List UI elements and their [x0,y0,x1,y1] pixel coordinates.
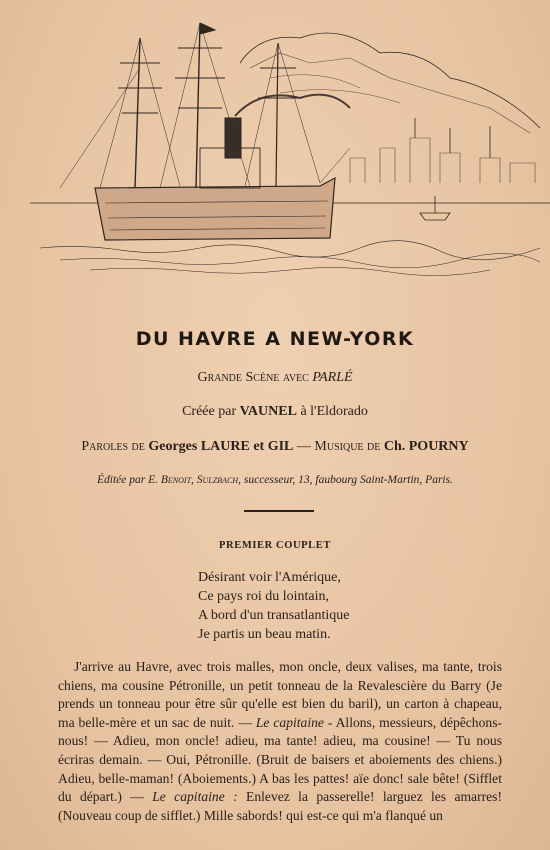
created-prefix: Créée par [182,404,237,419]
divider [244,510,314,512]
created-artist: VAUNEL [239,404,297,419]
lyricists: Georges LAURE et GIL [148,439,294,454]
publisher-name: E. Benoit [148,474,192,486]
song-subtitle [0,370,550,386]
verse-line: Ce pays roi du lointain, [198,589,330,604]
song-title: DU HAVRE A NEW-YORK [135,328,415,350]
publisher-successor: Sulzbach [196,474,239,486]
publisher-address: , successeur, 13, faubourg Saint-Martin, Paris. [238,474,453,486]
verse-line: A bord d'un transatlantique [198,608,350,623]
credits-line [0,439,550,455]
spoken-text [58,658,502,825]
verse-line: Désirant voir l'Amérique, [198,570,341,585]
publisher-prefix: Éditée par [97,474,146,486]
composer: Ch. POURNY [383,439,469,454]
paroles-label: Paroles de [81,439,145,454]
speaker-label: Le capitaine [255,714,324,730]
musique-label: Musique de [314,439,381,454]
subtitle-emphasis: PARLÉ [312,370,353,385]
prose-segment: Enlevez la passerelle! larguez les amarres! (Nouveau coup de sifflet.) Mille sabords! qui est-ce qui m'a flanqué un [58,789,502,823]
steamship-harbor-illustration [20,8,550,278]
subtitle-prefix: Grande Scène avec [197,370,309,385]
couplet-heading: PREMIER COUPLET [219,540,331,551]
prose-segment: J'arrive au Havre, avec trois malles, mon oncle, deux valises, ma tante, trois chiens, ma cousine Pétronille, un petit tonneau de la Revalescière du Barry (Je prends un tonneau pour être sûr qu'elle est bien du baril), un carton à chapeau, ma belle-mère et un sac de nuit. — [58,659,502,730]
verse-block [198,568,349,644]
creation-line [0,404,550,420]
prose-segment: - Allons, messieurs, dépêchons-nous! — Adieu, mon oncle! adieu, ma tante! adieu, ma cousine! — Tu nous écriras demain. — Oui, Pétronille. (Bruit de baisers et aboiements des chiens.) Adieu, belle-maman! (Aboiements.) A bas les pattes! aïe donc! sale bête! (Sifflet du départ.) — [58,714,503,805]
credits-separator: — [296,439,311,454]
created-mid: à [300,404,307,419]
speaker-label: Le capitaine : [152,789,238,805]
verse-line: Je partis un beau matin. [198,627,331,642]
created-venue: l'Eldorado [310,404,368,419]
publisher-sep: , [191,474,194,486]
publisher-line [0,474,550,486]
